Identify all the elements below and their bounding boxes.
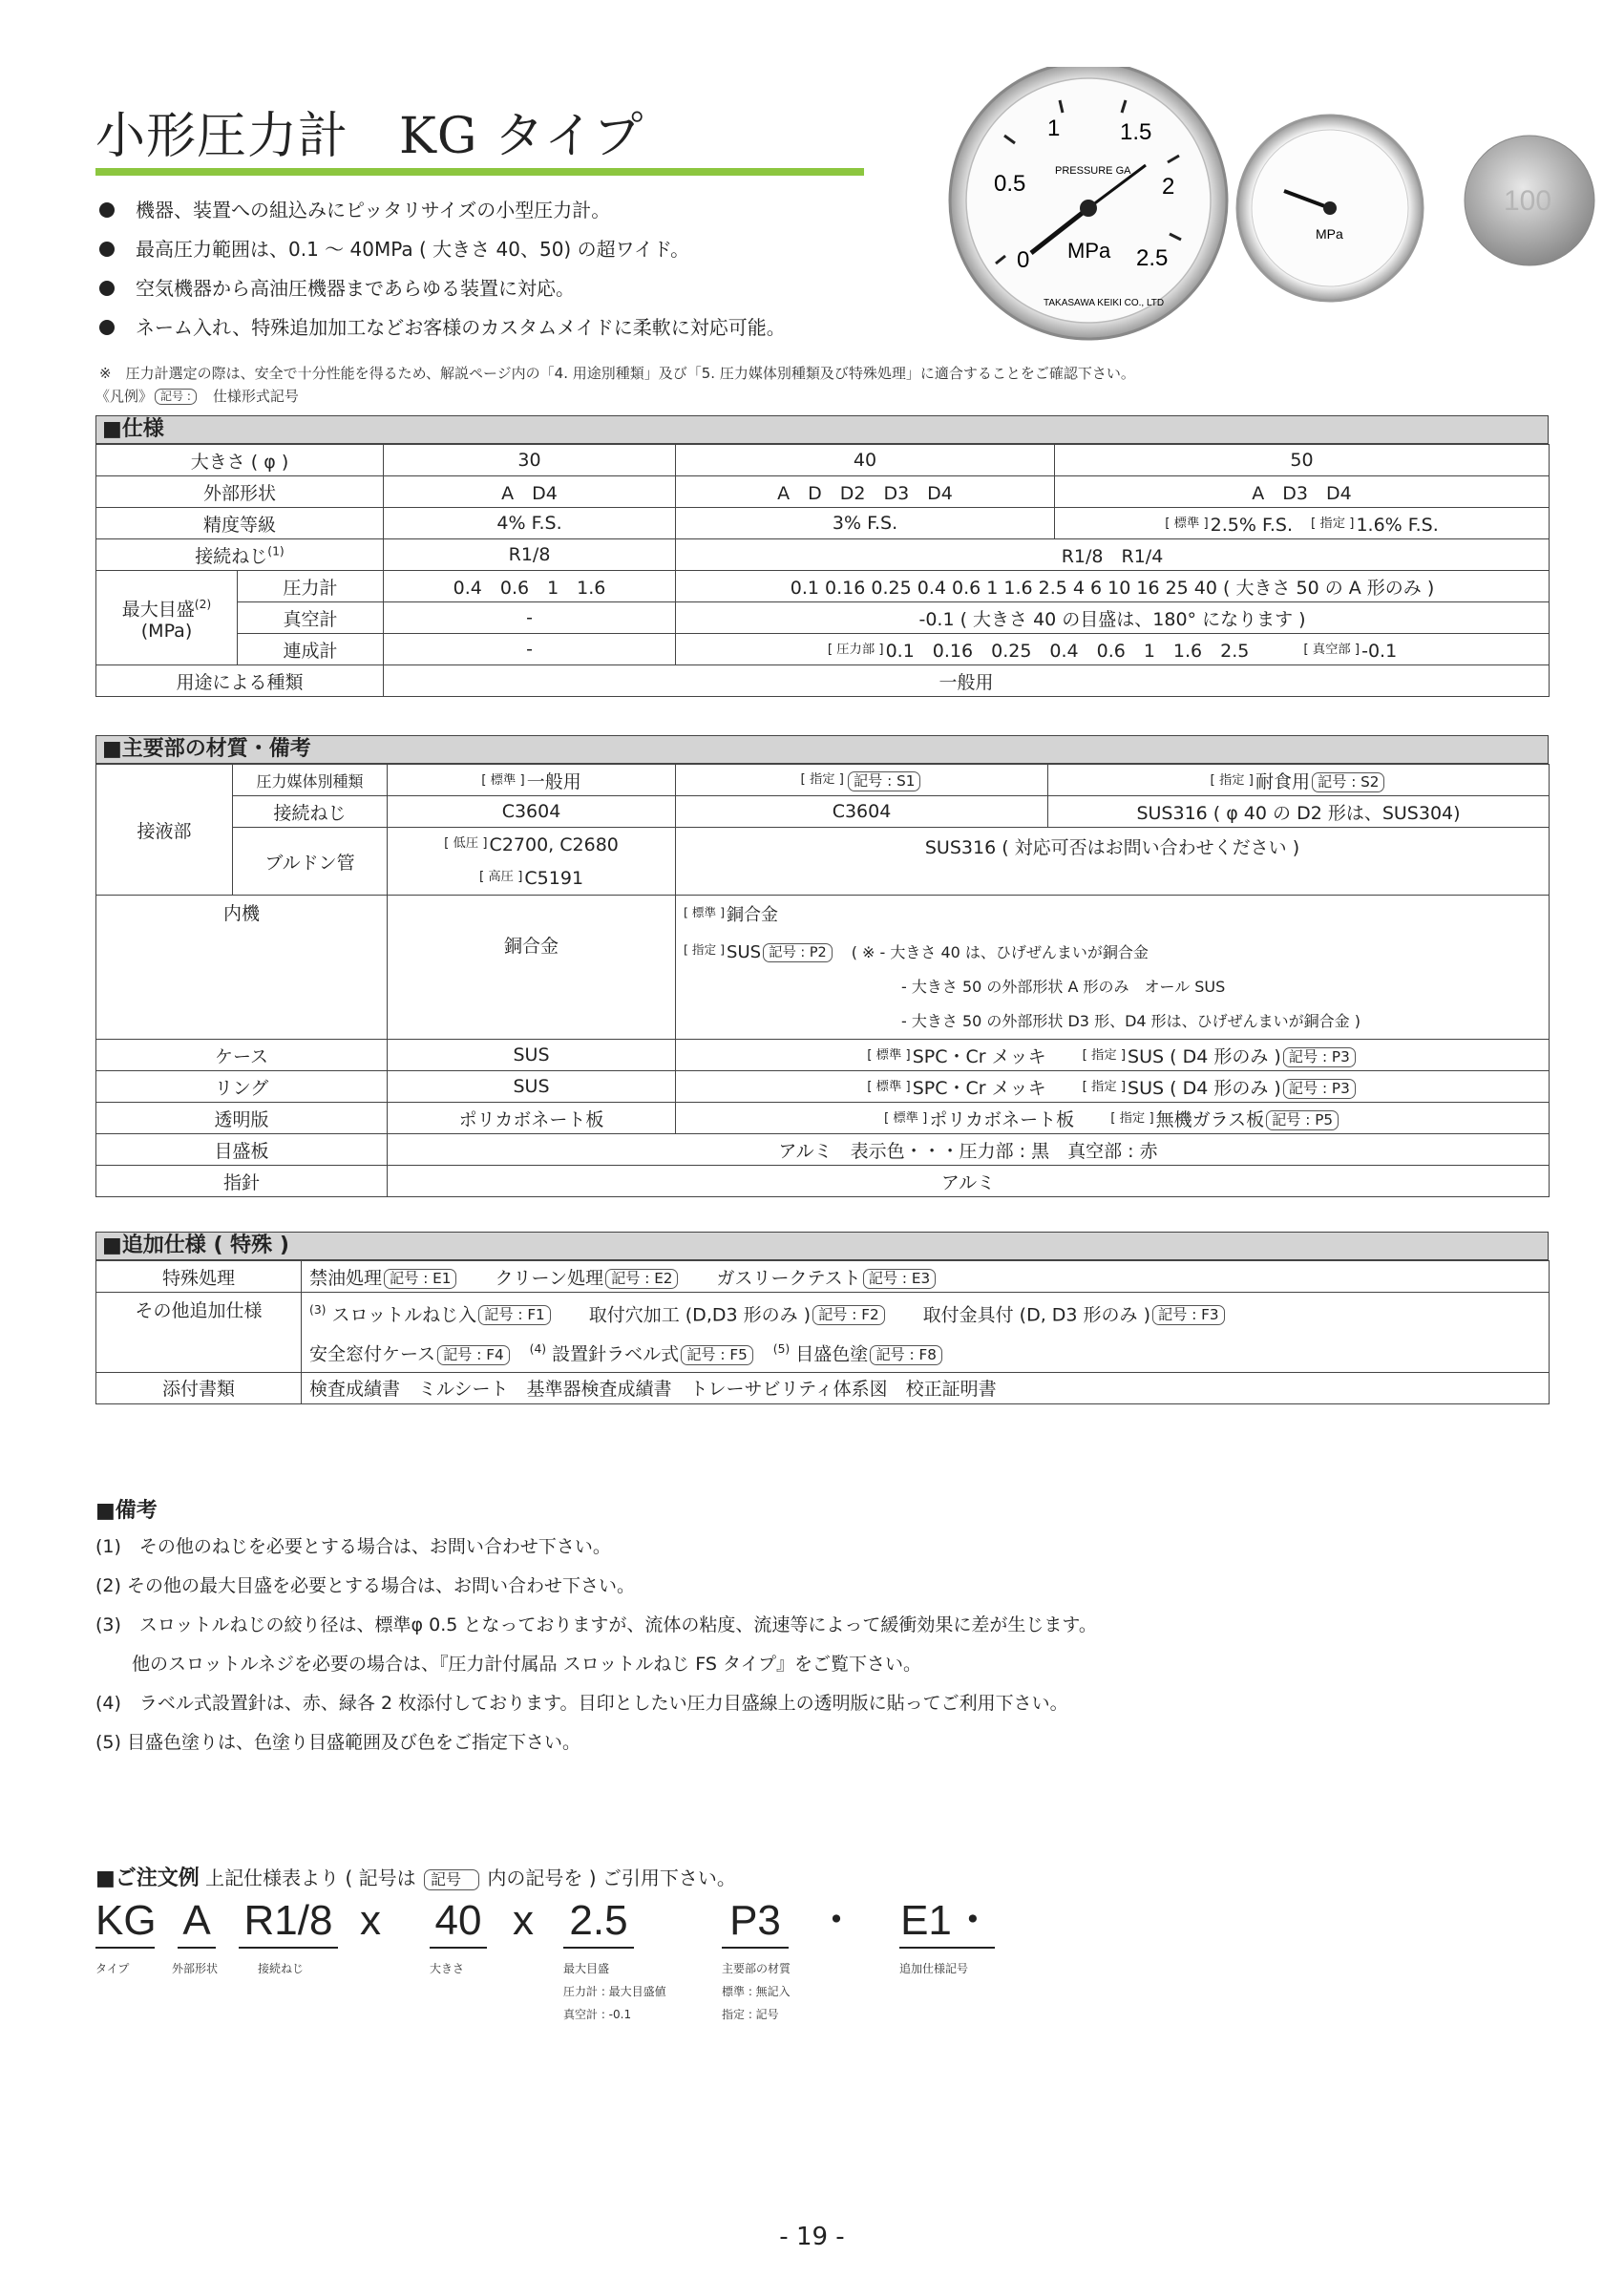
kigo-box: 記号 : S1: [848, 771, 920, 791]
caption-max-scale: 圧力計 : 最大目盛値: [563, 1985, 666, 1998]
remark-line: (1) その他のねじを必要とする場合は、お問い合わせ下さい。: [95, 1536, 611, 1557]
kigo-box: 記号 : P3: [1283, 1079, 1356, 1099]
feature-item: 空気機器から高油圧機器まであらゆる装置に対応。: [99, 269, 959, 308]
bullet-icon: [99, 281, 115, 296]
table-row: 特殊処理 禁油処理 記号 : E1 クリーン処理 記号 : E2 ガスリークテスト 記号 : E3: [96, 1261, 1550, 1293]
table-row: 接液部 圧力媒体別種類 [ 標準 ] 一般用 [ 指定 ] 記号 : S1 [ 指定 ] 耐食用 記号 : S2: [96, 765, 1550, 796]
kigo-box: 記号 : P2: [763, 943, 833, 962]
kigo-box: 記号 : F5: [681, 1345, 753, 1365]
table-row: 接続ねじ C3604 C3604 SUS316 ( φ 40 の D2 形は、SUS304): [96, 796, 1550, 828]
code-size: 40: [430, 1895, 487, 1949]
table-row: 指針 アルミ: [96, 1166, 1550, 1197]
gauge-tick-label: 1: [1047, 116, 1061, 141]
caption-material: 標準 : 無記入: [722, 1985, 791, 1998]
remark-line: (5) 目盛色塗りは、色塗り目盛範囲及び色をご指定下さい。: [95, 1732, 580, 1753]
code-type: KG: [95, 1895, 155, 1949]
kigo-box: 記号 : F8: [870, 1345, 942, 1365]
kigo-box: 記号 :: [155, 389, 197, 405]
table-row: 精度等級 4% F.S. 3% F.S. [ 標準 ] 2.5% F.S. [ 指定 ] 1.6% F.S.: [96, 508, 1550, 539]
caption-material: 主要部の材質: [722, 1962, 791, 1975]
gauge-tick-label: 0: [1017, 247, 1030, 273]
kigo-box: 記号 : E3: [863, 1269, 936, 1289]
order-example: [95, 1895, 1050, 2021]
material-heading: ■主要部の材質・備考: [95, 735, 1549, 764]
selection-note: ※ 圧力計選定の際は、安全で十分性能を得るため、解説ページ内の「4. 用途別種類」及び「5. 圧力媒体別種類及び特殊処理」に適合することをご確認下さい。: [99, 365, 1135, 382]
material-section: [95, 735, 1549, 1197]
feature-list: [99, 191, 959, 348]
large-gauge: [950, 67, 1227, 339]
gauge-maker: TAKASAWA KEIKI CO., LTD: [1044, 298, 1165, 308]
title-underline: [95, 168, 864, 176]
caption-type: タイプ: [95, 1962, 130, 1975]
feature-item: 機器、装置への組込みにピッタリサイズの小型圧力計。: [99, 191, 959, 230]
bullet-icon: [99, 320, 115, 335]
gauge-tick-label: 2: [1162, 174, 1175, 200]
small-gauge: [1237, 116, 1423, 301]
remark-line: (4) ラベル式設置針は、赤、緑各 2 枚添付しております。目印としたい圧力目盛線上の透明版に貼ってご利用下さい。: [95, 1693, 1068, 1714]
code-separator: ・: [815, 1897, 857, 1944]
kigo-box: 記号 : F2: [812, 1305, 885, 1325]
caption-material: 指定 : 記号: [722, 2008, 779, 2021]
legend: 《凡例》 記号 : 仕様形式記号: [95, 388, 299, 405]
spec-heading: ■仕様: [95, 415, 1549, 444]
table-row: 真空計 - -0.1 ( 大きさ 40 の目盛は、180° になります ): [96, 602, 1550, 634]
table-row: 透明版 ポリカボネート板 [ 標準 ] ポリカボネート板 [ 指定 ] 無機ガラス板 記号 : P5: [96, 1103, 1550, 1134]
code-extra: E1・: [899, 1895, 995, 1949]
feature-item: ネーム入れ、特殊追加加工などお客様のカスタムメイドに柔軟に対応可能。: [99, 308, 959, 348]
code-separator: x: [513, 1897, 534, 1944]
product-photo: [940, 67, 1599, 344]
gauge-unit: MPa: [1316, 226, 1343, 242]
code-material: P3: [722, 1895, 789, 1949]
table-row: ブルドン管 [ 低圧 ] C2700, C2680 [ 高圧 ] C5191 SUS316 ( 対応可否はお問い合わせください ): [96, 828, 1550, 896]
bullet-icon: [99, 202, 115, 218]
table-row: 外部形状 A D4 A D D2 D3 D4 A D3 D4: [96, 476, 1550, 508]
table-row: 接続ねじ$^{(1)}$ R1/8 R1/8 R1/4: [96, 539, 1550, 571]
table-row: 内機 銅合金 [ 標準 ] 銅合金 [ 指定 ] SUS 記号 : P2 ( ※ - 大きさ 40 は、ひげぜんまいが銅合金 - 大きさ 50 の外部形状 A 形のみ オール SUS - 大きさ 50 の外部形状 D3 形、D4 形は、ひげぜんまいが銅合金 ): [96, 896, 1550, 1040]
gauge-tick-label: 2.5: [1136, 245, 1169, 271]
kigo-box: 記号: [424, 1869, 479, 1890]
feature-item: 最高圧力範囲は、0.1 ～ 40MPa ( 大きさ 40、50) の超ワイド。: [99, 230, 959, 269]
page-number: - 19 -: [779, 2223, 845, 2251]
table-row: ケース SUS [ 標準 ] SPC・Cr メッキ [ 指定 ] SUS ( D4 形のみ ) 記号 : P3: [96, 1040, 1550, 1071]
caption-max-scale: 真空計 : -0.1: [563, 2008, 632, 2021]
kigo-box: 記号 : E1: [384, 1269, 456, 1289]
gauge-tick-label: 1.5: [1120, 119, 1152, 145]
remarks-heading: ■備考: [95, 1499, 158, 1523]
kigo-box: 記号 : F3: [1152, 1305, 1225, 1325]
coin-for-scale: [1465, 136, 1594, 265]
code-max-scale: 2.5: [563, 1895, 634, 1949]
table-row: 大きさ ( φ ) 30 40 50: [96, 445, 1550, 476]
kigo-box: 記号 : P3: [1283, 1047, 1356, 1067]
gauge-label: PRESSURE GA: [1055, 165, 1131, 177]
extra-heading: ■追加仕様 ( 特殊 ): [95, 1232, 1549, 1260]
kigo-box: 記号 : P5: [1266, 1110, 1339, 1130]
caption-extra: 追加仕様記号: [899, 1962, 969, 1975]
remark-line: 他のスロットルネジを必要の場合は、『圧力計付属品 スロットルねじ FS タイプ』をご覧下さい。: [95, 1654, 921, 1675]
caption-max-scale: 最大目盛: [563, 1962, 610, 1975]
material-table: [95, 764, 1550, 1197]
table-row: 連成計 - [ 圧力部 ] 0.1 0.16 0.25 0.4 0.6 1 1.6 2.5 [ 真空部 ] -0.1: [96, 634, 1550, 665]
page-title: 小形圧力計 KG タイプ: [95, 108, 644, 165]
extra-section: [95, 1232, 1549, 1404]
gauge-tick-label: 0.5: [994, 171, 1026, 197]
spec-table: [95, 444, 1550, 697]
kigo-box: 記号 : F4: [437, 1345, 510, 1365]
table-row: 添付書類 検査成績書 ミルシート 基準器検査成績書 トレーサビリティ体系図 校正証明書: [96, 1372, 1550, 1403]
kigo-box: 記号 : F1: [478, 1305, 551, 1325]
code-thread: R1/8: [239, 1895, 338, 1949]
remark-line: (2) その他の最大目盛を必要とする場合は、お問い合わせ下さい。: [95, 1575, 635, 1596]
code-shape: A: [178, 1895, 216, 1949]
table-row: 目盛板 アルミ 表示色・・・圧力部 : 黒 真空部 : 赤: [96, 1134, 1550, 1166]
remarks-section: [95, 1494, 1528, 1762]
order-heading: ■ご注文例 上記仕様表より ( 記号は 記号 内の記号を ) ご引用下さい。: [95, 1867, 736, 1890]
caption-size: 大きさ: [430, 1962, 465, 1975]
table-row: その他追加仕様 $^{(3)}$ スロットルねじ入 記号 : F1 取付穴加工 (D,D3 形のみ ) 記号 : F2 取付金具付 (D, D3 形のみ ) 記号 : F3 安全窓付ケース 記号 : F4 $^{(4)}$ 設置針ラベル式 記号 : F5 $^{(5)}$ 目盛色塗 記号 : F8: [96, 1293, 1550, 1373]
kigo-box: 記号 : S2: [1312, 772, 1384, 792]
caption-shape: 外部形状: [172, 1962, 219, 1975]
bullet-icon: [99, 242, 115, 257]
code-separator: x: [360, 1897, 381, 1944]
spec-section: [95, 415, 1549, 697]
table-row: 最大目盛$^{(2)}$ (MPa) 圧力計 0.4 0.6 1 1.6 0.1 0.16 0.25 0.4 0.6 1 1.6 2.5 4 6 10 16 25 40 ( 大きさ 50 の A 形のみ ): [96, 571, 1550, 602]
caption-thread: 接続ねじ: [258, 1962, 305, 1975]
kigo-box: 記号 : E2: [605, 1269, 678, 1289]
extra-table: [95, 1260, 1550, 1404]
table-row: リング SUS [ 標準 ] SPC・Cr メッキ [ 指定 ] SUS ( D4 形のみ ) 記号 : P3: [96, 1071, 1550, 1103]
remark-line: (3) スロットルねじの絞り径は、標準φ 0.5 となっておりますが、流体の粘度、流速等によって緩衝効果に差が生じます。: [95, 1614, 1097, 1635]
gauge-unit: MPa: [1067, 239, 1111, 263]
svg-text:100: 100: [1504, 185, 1552, 217]
table-row: 用途による種類 一般用: [96, 665, 1550, 697]
